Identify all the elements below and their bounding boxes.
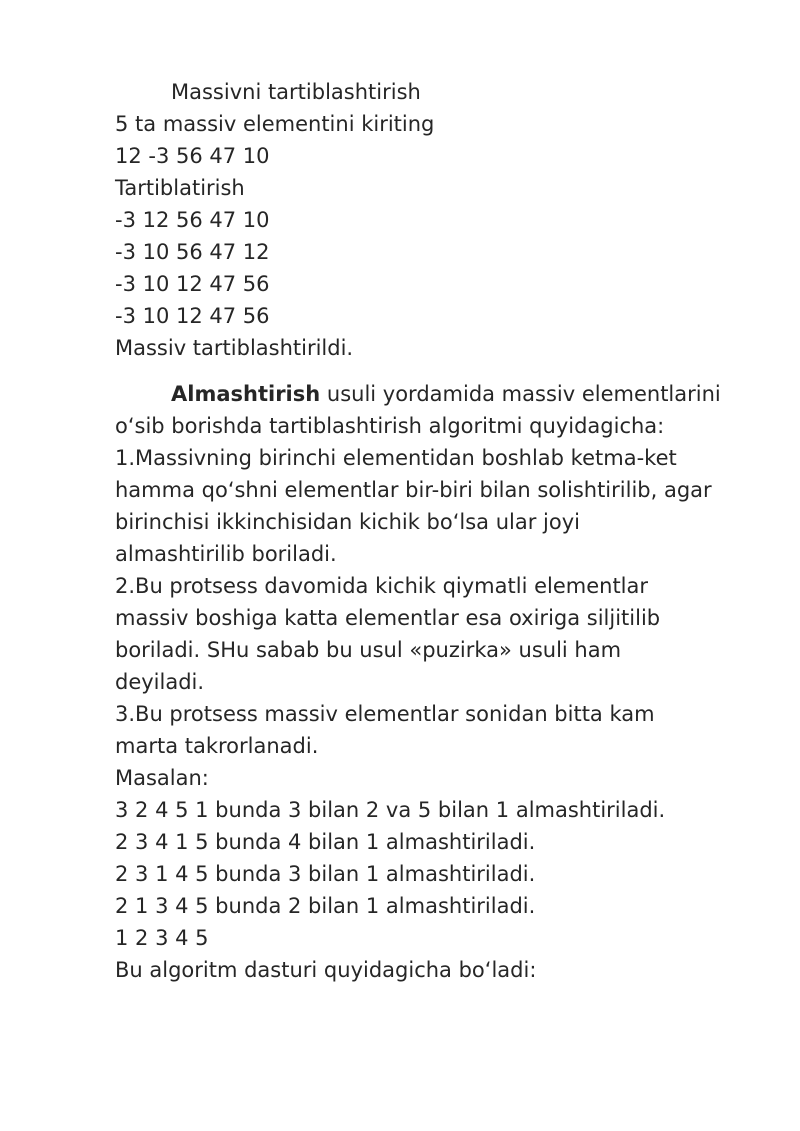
sort-result: Massiv tartiblashtirildi. (115, 336, 354, 360)
document-page (115, 76, 755, 986)
sort-step-1: -3 12 56 47 10 (115, 208, 270, 232)
input-prompt: 5 ta massiv elementini kiriting (115, 112, 435, 136)
example-heading: Masalan: (115, 766, 209, 790)
text-line: birinchisi ikkinchisidan kichik bo‘lsa ular joyi (115, 510, 580, 534)
text-line: 3.Bu protsess massiv elementlar sonidan bitta kam (115, 702, 655, 726)
example-step: 2 3 1 4 5 bunda 3 bilan 1 almashtiriladi. (115, 862, 536, 886)
method-intro-text: usuli yordamida massiv elementlarini (320, 382, 721, 406)
text-line: almashtirilib boriladi. (115, 542, 337, 566)
text-line: hamma qo‘shni elementlar bir-biri bilan solishtirilib, agar (115, 478, 712, 502)
example-step: 2 1 3 4 5 bunda 2 bilan 1 almashtiriladi. (115, 894, 536, 918)
text-line: marta takrorlanadi. (115, 734, 319, 758)
example-step: 3 2 4 5 1 bunda 3 bilan 2 va 5 bilan 1 almashtiriladi. (115, 798, 666, 822)
sort-step-2: -3 10 56 47 12 (115, 240, 270, 264)
sort-step-3: -3 10 12 47 56 (115, 272, 270, 296)
method-name: Almashtirish (171, 382, 321, 406)
section-title: Massivni tartiblashtirish (171, 80, 421, 104)
text-line: o‘sib borishda tartiblashtirish algoritmi quyidagicha: (115, 414, 665, 438)
sorting-label: Tartiblatirish (115, 176, 245, 200)
method-intro (115, 378, 755, 410)
text-line: boriladi. SHu sabab bu usul «puzirka» usuli ham (115, 638, 622, 662)
example-step: 2 3 4 1 5 bunda 4 bilan 1 almashtiriladi. (115, 830, 536, 854)
sort-step-4: -3 10 12 47 56 (115, 304, 270, 328)
example-result: 1 2 3 4 5 (115, 926, 209, 950)
text-line: 2.Bu protsess davomida kichik qiymatli elementlar (115, 574, 649, 598)
program-intro: Bu algoritm dasturi quyidagicha bo‘ladi: (115, 958, 537, 982)
text-line: 1.Massivning birinchi elementidan boshlab ketma-ket (115, 446, 677, 470)
input-values: 12 -3 56 47 10 (115, 144, 270, 168)
text-line: massiv boshiga katta elementlar esa oxiriga siljitilib (115, 606, 661, 630)
text-line: deyiladi. (115, 670, 205, 694)
